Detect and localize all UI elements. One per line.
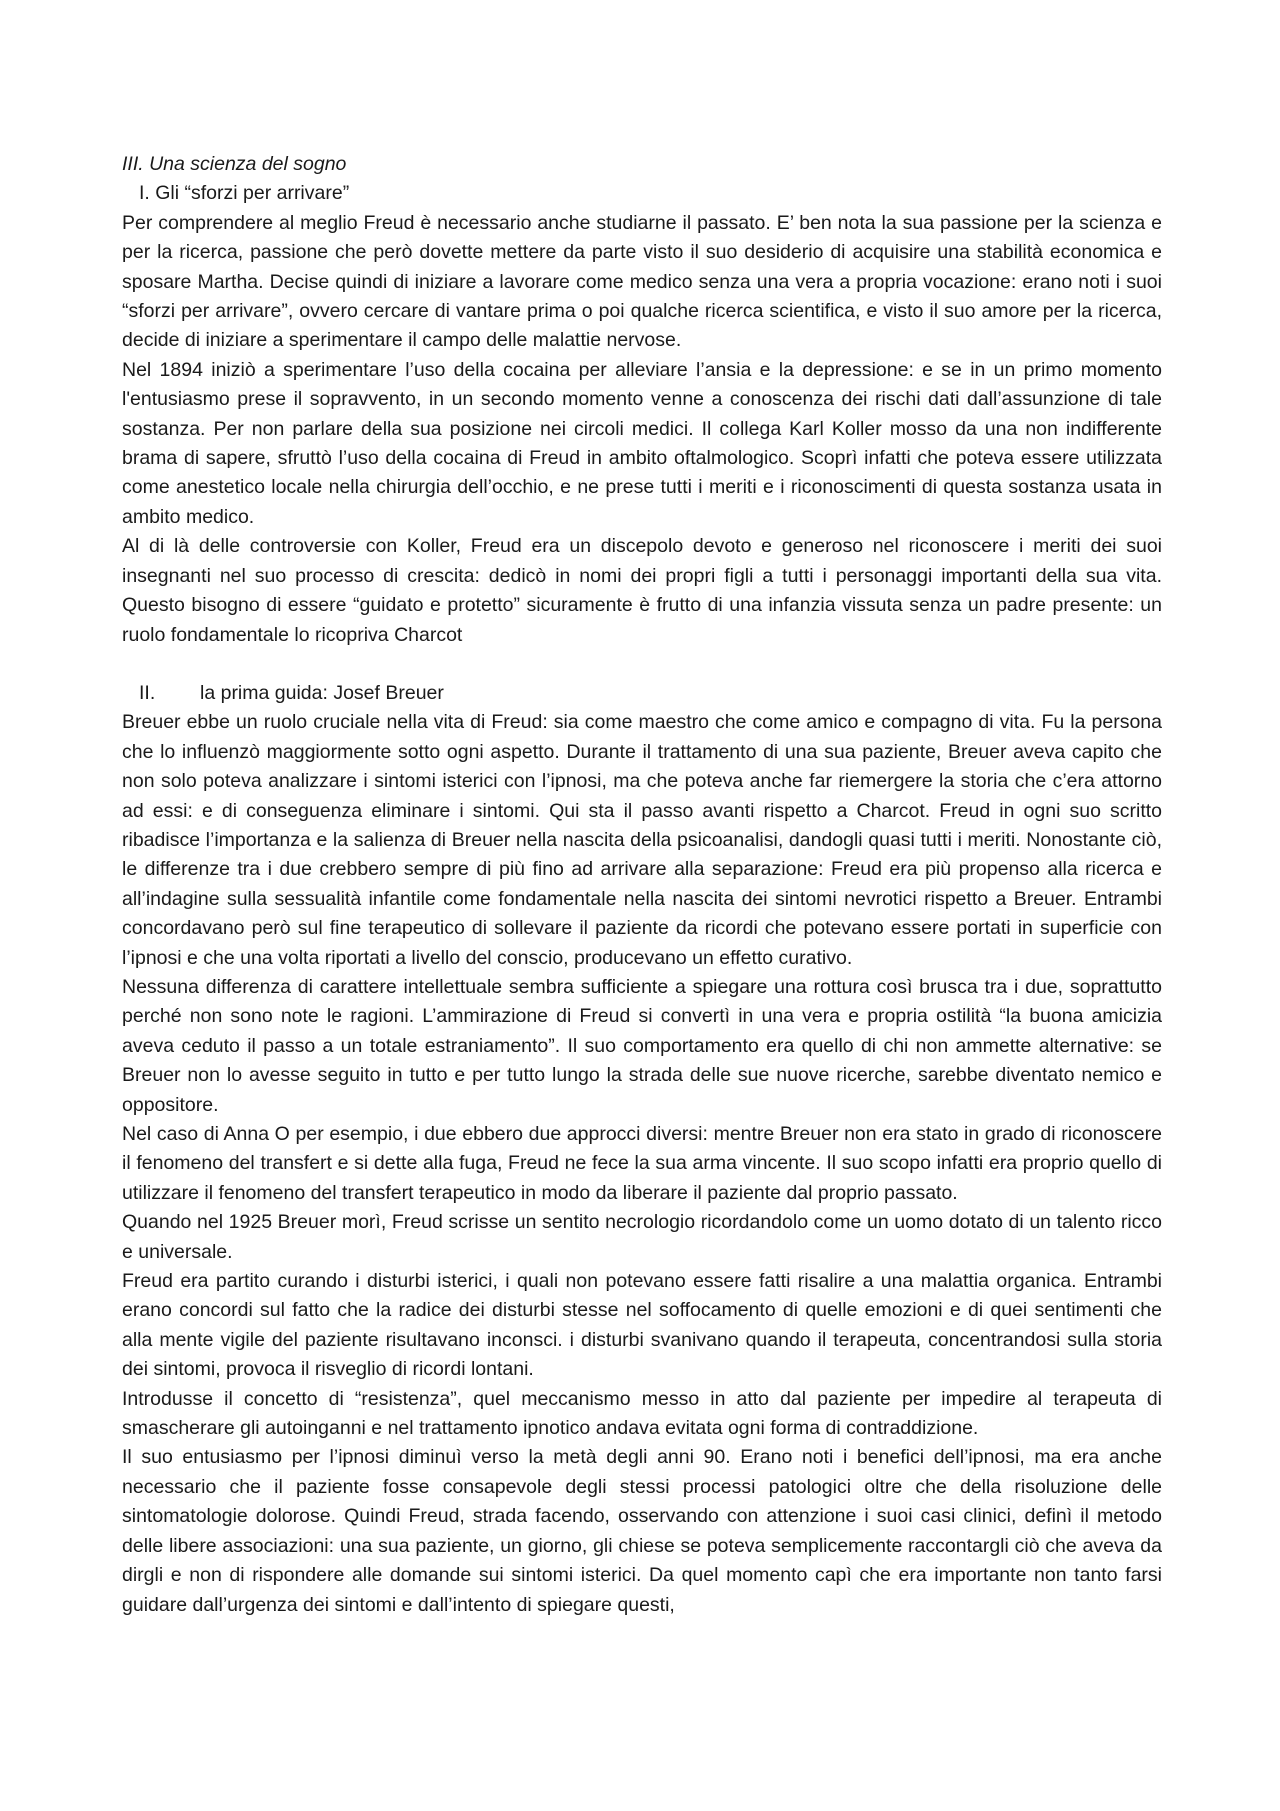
paragraph: Breuer ebbe un ruolo cruciale nella vita di Freud: sia come maestro che come amico e compagno di vita. Fu la persona che lo influenzò maggiormente sotto ogni aspetto. Durante il trattamento di una sua paziente, Breuer aveva capito che non solo poteva analizzare i sintomi isterici con l’ipnosi, ma che poteva anche far riemergere la storia che c’era attorno ad essi: e di conseguenza eliminare i sintomi. Qui sta il passo avanti rispetto a Charcot. Freud in ogni suo scritto ribadisce l’importanza e la salienza di Breuer nella nascita della psicoanalisi, dandogli quasi tutti i meriti. Nonostante ciò, le differenze tra i due crebbero sempre di più fino ad arrivare alla separazione: Freud era più propenso alla ricerca e all’indagine sulla sessualità infantile come fondamentale nella nascita dei sintomi nevrotici rispetto a Breuer. Entrambi concordavano però sul fine terapeutico di sollevare il paziente da ricordi che potevano essere portati in superficie con l’ipnosi e che una volta riportati a livello del conscio, producevano un effetto curativo. bbox=[122, 711, 1162, 969]
paragraph: Freud era partito curando i disturbi isterici, i quali non potevano essere fatti risalire a una malattia organica. Entrambi erano concordi sul fatto che la radice dei disturbi stesse nel soffocamento di quelle emozioni e di quei sentimenti che alla mente vigile del paziente risultavano inconsci. i disturbi svanivano quando il terapeuta, concentrandosi sulla storia dei sintomi, provoca il risveglio di ricordi lontani. bbox=[122, 1270, 1162, 1381]
paragraph: Il suo entusiasmo per l’ipnosi diminuì verso la metà degli anni 90. Erano noti i benefici dell’ipnosi, ma era anche necessario che il paziente fosse consapevole degli stessi processi patologici oltre che della risoluzione delle sintomatologie dolorose. Quindi Freud, strada facendo, osservando con attenzione i suoi casi clinici, definì il metodo delle libere associazioni: una sua paziente, un giorno, gli chiese se poteva semplicemente raccontargli ciò che aveva da dirgli e non di rispondere alle domande sui sintomi isterici. Da quel momento capì che era importante non tanto farsi guidare dall’urgenza dei sintomi e dall’intento di spiegare questi, bbox=[122, 1446, 1162, 1616]
section-2-heading bbox=[122, 679, 1162, 708]
paragraph: Introdusse il concetto di “resistenza”, quel meccanismo messo in atto dal paziente per impedire al terapeuta di smascherare gli autoinganni e nel trattamento ipnotico andava evitata ogni forma di contraddizione. bbox=[122, 1387, 1162, 1440]
section-1-heading: I. Gli “sforzi per arrivare” bbox=[139, 182, 350, 205]
paragraph: Al di là delle controversie con Koller, Freud era un discepolo devoto e generoso nel riconoscere i meriti dei suoi insegnanti nel suo processo di crescita: dedicò in nomi dei propri figli a tutti i personaggi importanti della sua vita. Questo bisogno di essere “guidato e protetto” sicuramente è frutto di una infanzia vissuta senza un padre presente: un ruolo fondamentale lo ricopriva Charcot bbox=[122, 535, 1162, 646]
section-2-number: II. bbox=[139, 681, 156, 704]
paragraph: Nessuna differenza di carattere intellettuale sembra sufficiente a spiegare una rottura così brusca tra i due, soprattutto perché non sono note le ragioni. L’ammirazione di Freud si convertì in una vera e propria ostilità “la buona amicizia aveva ceduto il passo a un totale estraniamento”. Il suo comportamento era quello di chi non ammette alternative: se Breuer non lo avesse seguito in tutto e per tutto lungo la strada delle sue nuove ricerche, sarebbe diventato nemico e oppositore. bbox=[122, 975, 1162, 1116]
paragraph: Per comprendere al meglio Freud è necessario anche studiarne il passato. E’ ben nota la sua passione per la scienza e per la ricerca, passione che però dovette mettere da parte visto il suo desiderio di acquisire una stabilità economica e sposare Martha. Decise quindi di iniziare a lavorare come medico senza una vera a propria vocazione: erano noti i suoi “sforzi per arrivare”, ovvero cercare di vantare prima o poi qualche ricerca scientifica, e visto il suo amore per la ricerca, decide di iniziare a sperimentare il campo delle malattie nervose. bbox=[122, 211, 1162, 352]
document-page bbox=[122, 150, 1162, 1620]
section-2-heading-text: la prima guida: Josef Breuer bbox=[200, 681, 444, 704]
paragraph: Quando nel 1925 Breuer morì, Freud scrisse un sentito necrologio ricordandolo come un uomo dotato di un talento ricco e universale. bbox=[122, 1211, 1162, 1263]
paragraph: Nel 1894 iniziò a sperimentare l’uso della cocaina per alleviare l’ansia e la depressione: e se in un primo momento l'entusiasmo prese il sopravvento, in un secondo momento venne a conoscenza dei rischi dati dall’assunzione di tale sostanza. Per non parlare della sua posizione nei circoli medici. Il collega Karl Koller mosso da una non indifferente brama di sapere, sfruttò l’uso della cocaina di Freud in ambito oftalmologico. Scoprì infatti che poteva essere utilizzata come anestetico locale nella chirurgia dell’occhio, e ne prese tutti i meriti e i riconoscimenti di questa sostanza usata in ambito medico. bbox=[122, 358, 1162, 528]
chapter-title: III. Una scienza del sogno bbox=[122, 153, 347, 175]
paragraph: Nel caso di Anna O per esempio, i due ebbero due approcci diversi: mentre Breuer non era stato in grado di riconoscere il fenomeno del transfert e si dette alla fuga, Freud ne fece la sua arma vincente. Il suo scopo infatti era proprio quello di utilizzare il fenomeno del transfert terapeutico in modo da liberare il paziente dal proprio passato. bbox=[122, 1123, 1162, 1204]
